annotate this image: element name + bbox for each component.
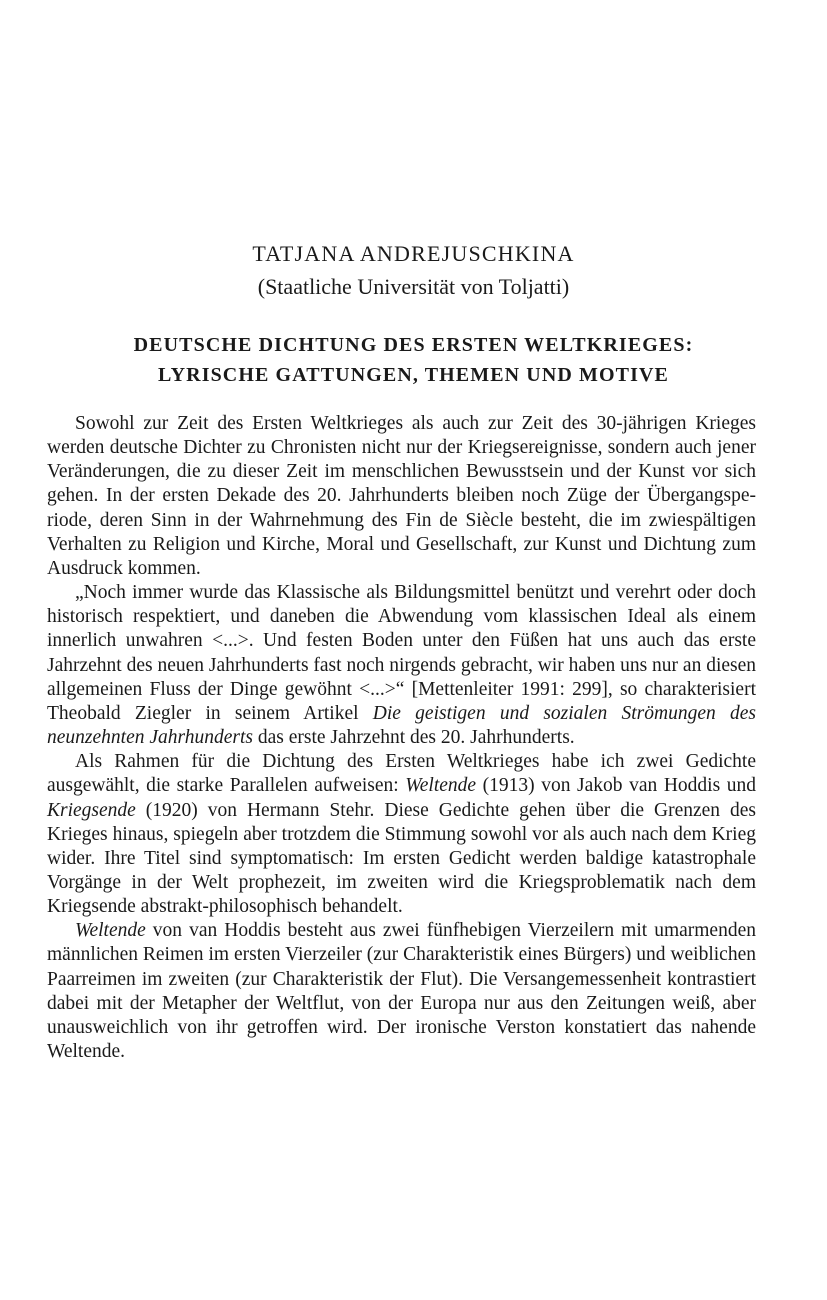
poem-title-weltende: Weltende [405, 775, 477, 797]
poem-title-kriegsende: Kriegsende [47, 799, 136, 821]
quote-text: „Noch immer wurde das Klassische als Bildungsmittel benützt und verehrt oder doch historisch respektiert, und daneben die Abwendung vom klassischen Ideal als einem innerlich unwahren <...>. Und festen Boden unter den Füßen hat uns auch das erste Jahrzehnt des neuen Jahrhunderts fast noch nirgends gebracht, wir haben uns nur an diesen allgemeinen Fluss der Dinge gewöhnt <...>“ [Mettenleiter 1991: 299], so charakterisiert Theobald Ziegler in seinem Artikel [47, 582, 757, 724]
poem-title-weltende-2: Weltende [75, 920, 146, 942]
article-title [40, 330, 787, 390]
title-line-2: LYRISCHE GATTUNGEN, THEMEN UND MOTIVE [158, 364, 669, 386]
cited-article-title: Die geistigen und sozialen Strömungen des neunzehnten Jahrhunderts [47, 702, 756, 749]
author-name: TATJANA ANDREJUSCHKINA [252, 241, 575, 266]
author-affiliation: (Staatliche Universität von Toljatti) [257, 274, 570, 299]
paragraph-3-b: (1913) von Jakob van Hoddis und [476, 775, 756, 797]
paragraph-2-rest: das erste Jahrzehnt des 20. Jahrhunderts. [253, 727, 575, 749]
paragraph-3-c: (1920) von Hermann Stehr. Diese Gedichte gehen über die Grenzen des Krieges hinaus, spiegeln aber trotzdem die Stimmung sowohl vor als auch nach dem Krieg wider. Ihre Titel sind symptomatisch: Im ersten Gedicht werden baldige katastrophale Vorgänge in der Welt prophezeit, im zweiten wird die Kriegsproblematik nach dem Kriegsende abstrakt-philosophisch behandelt. [47, 799, 756, 918]
paragraph-3 [47, 750, 756, 919]
paragraph-1: Sowohl zur Zeit des Ersten Weltkrieges als auch zur Zeit des 30-jährigen Krieges werden deutsche Dichter zu Chronisten nicht nur der Kriegsereignisse, sondern auch jener Veränderungen, die zu dieser Zeit im menschlichen Bewusstsein und der Kunst vor sich gehen. In der ersten Dekade des 20. Jahrhunderts bleiben noch Züge der Übergangsperiode, deren Sinn in der Wahrnehmung des Fin de Siècle besteht, die im zwiespältigen Verhalten zu Religion und Kirche, Moral und Gesellschaft, zur Kunst und Dichtung zum Ausdruck kommen. [47, 413, 756, 579]
paragraph-3-a: Als Rahmen für die Dichtung des Ersten Weltkrieges habe ich zwei Gedichte ausgewählt, die starke Parallelen aufweisen: [47, 751, 756, 797]
paragraph-4-text: von van Hoddis besteht aus zwei fünfhebigen Vierzeilern mit umarmenden männlichen Reimen im ersten Vierzeiler (zur Charakteristik eines Bürgers) und weiblichen Paarreimen im zweiten (zur Charakteristik der Flut). Die Versangemessenheit kontrastiert dabei mit der Metapher der Weltflut, von der Europa nur aus den Zeitungen weiß, aber unausweichlich von ihr getroffen wird. Der ironische Verston konstatiert das nahende Weltende. [47, 920, 756, 1063]
paragraph-4 [47, 919, 756, 1064]
paragraph-2 [47, 581, 756, 750]
article-body [47, 412, 756, 1064]
title-line-1: DEUTSCHE DICHTUNG DES ERSTEN WELTKRIEGES: [133, 334, 694, 356]
